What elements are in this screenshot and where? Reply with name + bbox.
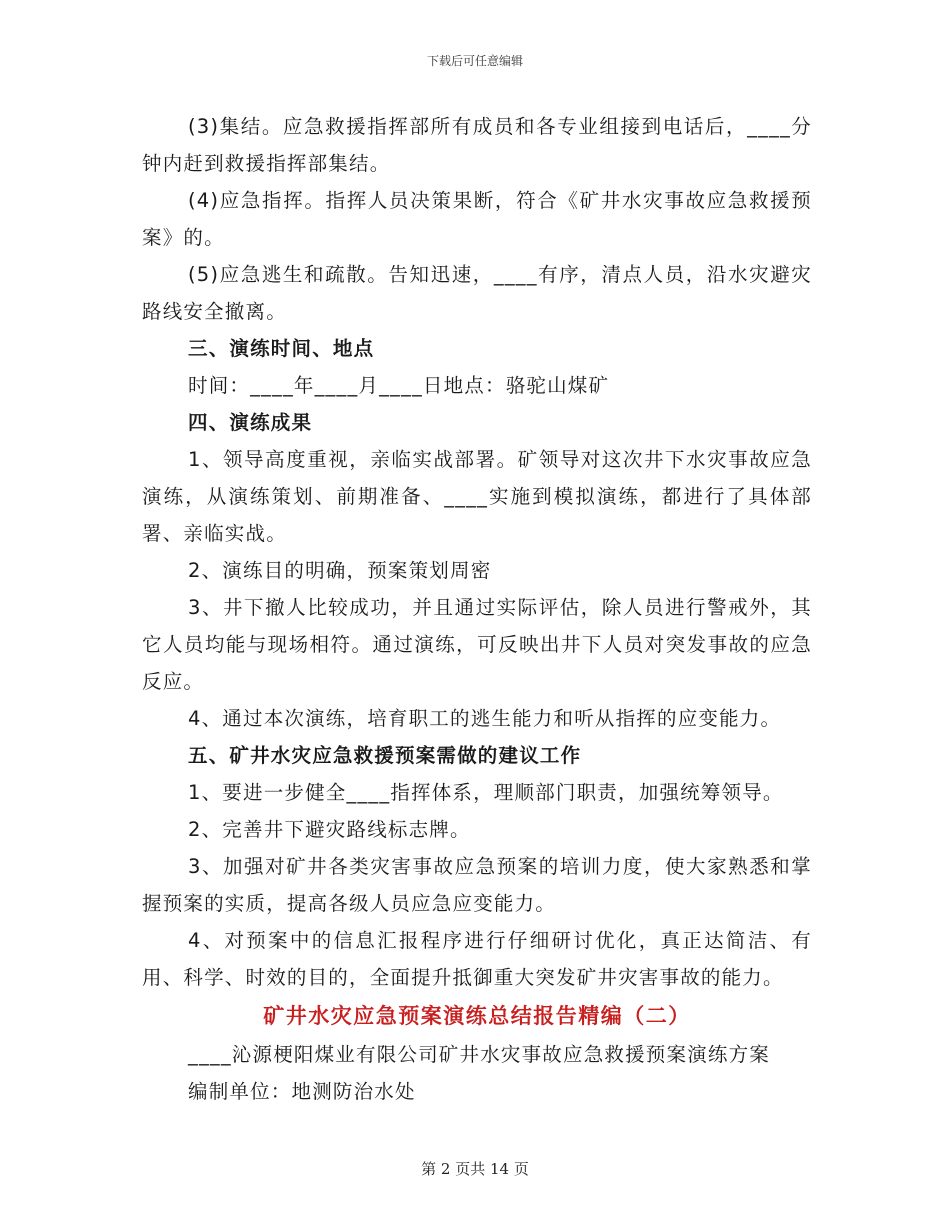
paragraph-result-1: 1、领导高度重视，亲临实战部署。矿领导对这次井下水灾事故应急演练，从演练策划、前期准备、____实施到模拟演练，都进行了具体部署、亲临实战。	[142, 448, 812, 545]
paragraph-suggestion-3: 3、加强对矿井各类灾害事故应急预案的培训力度，使大家熟悉和掌握预案的实质，提高各级人员应急应变能力。	[142, 855, 812, 915]
header-note: 下载后可任意编辑	[426, 54, 523, 68]
paragraph-command: (4)应急指挥。指挥人员决策果断，符合《矿井水灾事故应急救援预案》的。	[142, 189, 812, 249]
section-heading-time-place: 三、演练时间、地点	[188, 337, 375, 360]
section-heading-results: 四、演练成果	[188, 411, 313, 434]
page-number: 第 2 页共 14 页	[421, 1160, 529, 1178]
paragraph-result-4: 4、通过本次演练，培育职工的逃生能力和听从指挥的应变能力。	[188, 707, 782, 730]
paragraph-suggestion-1: 1、要进一步健全____指挥体系，理顺部门职责，加强统筹领导。	[188, 781, 784, 804]
paragraph-plan-name: ____沁源梗阳煤业有限公司矿井水灾事故应急救援预案演练方案	[188, 1043, 771, 1066]
paragraph-suggestion-2: 2、完善井下避灾路线标志牌。	[188, 818, 471, 841]
paragraph-evacuation: (5)应急逃生和疏散。告知迅速，____有序，清点人员，沿水灾避灾路线安全撤离。	[142, 263, 812, 323]
paragraph-compiler: 编制单位：地测防治水处	[188, 1080, 416, 1103]
paragraph-result-2: 2、演练目的明确，预案策划周密	[188, 559, 492, 582]
document-title-part-two: 矿井水灾应急预案演练总结报告精编（二）	[263, 1004, 691, 1028]
paragraph-suggestion-4: 4、对预案中的信息汇报程序进行仔细研讨优化，真正达简洁、有用、科学、时效的目的，全面提升抵御重大突发矿井灾害事故的能力。	[142, 929, 812, 989]
section-heading-suggestions: 五、矿井水灾应急救援预案需做的建议工作	[188, 744, 582, 767]
paragraph-assembly: (3)集结。应急救援指挥部所有成员和各专业组接到电话后，____分钟内赶到救援指挥部集结。	[142, 115, 812, 175]
paragraph-result-3: 3、井下撤人比较成功，并且通过实际评估，除人员进行警戒外，其它人员均能与现场相符。通过演练，可反映出井下人员对突发事故的应急反应。	[142, 596, 812, 693]
paragraph-time-place: 时间：____年____月____日地点：骆驼山煤矿	[188, 374, 610, 397]
document-body	[142, 108, 812, 1110]
